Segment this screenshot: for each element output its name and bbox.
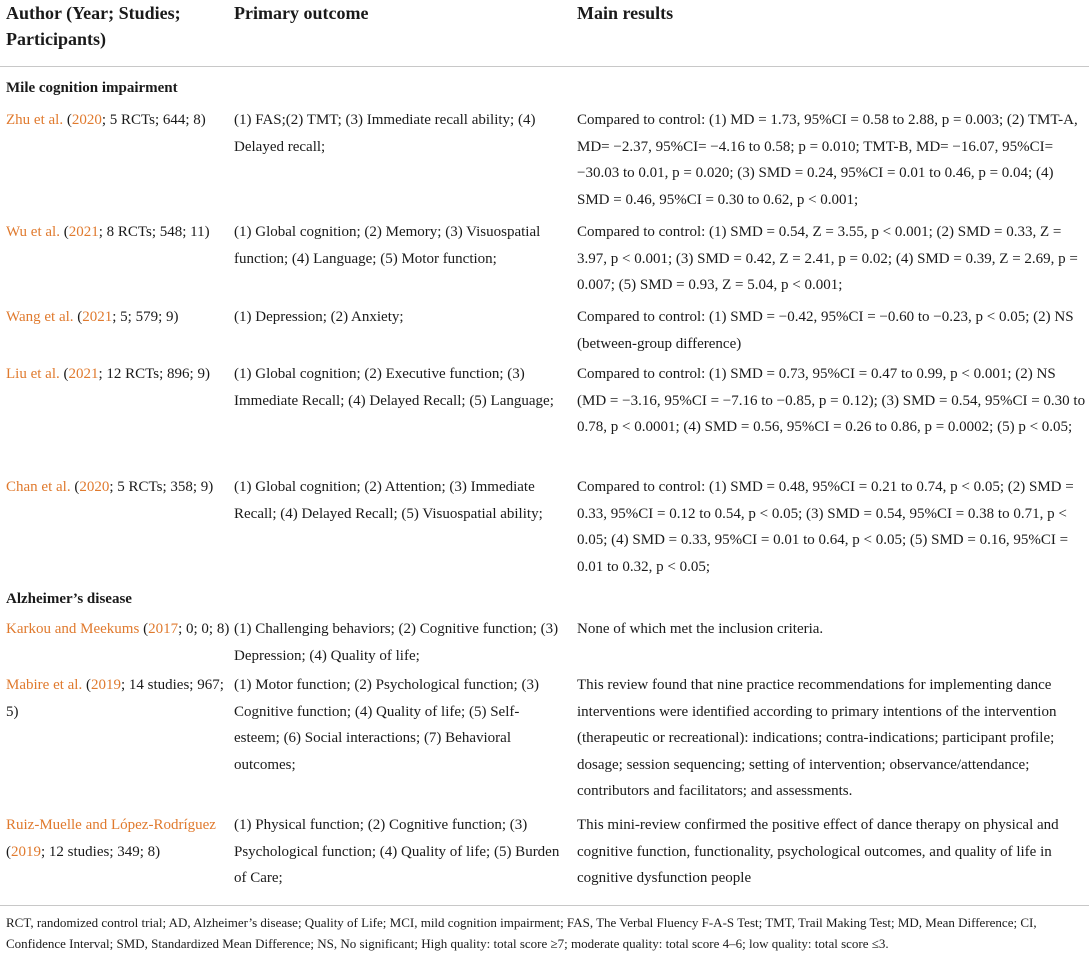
results-cell: Compared to control: (1) MD = 1.73, 95%CI = 0.58 to 2.88, p = 0.003; (2) TMT-A, MD= −2.37, 95%CI= −4.16 to 0.58; p = 0.010; TMT-B, MD= −16.07, 95%CI= −30.03 to 0.01, p = 0.020; (3) SMD = 0.24, 95%CI = 0.01 to 0.46, p = 0.04; (4) SMD = 0.46, 95%CI = 0.30 to 0.62, p < 0.001;	[577, 112, 1078, 208]
results-cell: This mini-review confirmed the positive effect of dance therapy on physical and cognitive function, functionality, psychological outcomes, and quality of life in cognitive dysfunction people	[577, 817, 1059, 886]
author-cell: Mabire et al. (2019; 14 studies; 967; 5)	[6, 677, 224, 720]
year-link[interactable]: 2017	[148, 621, 179, 637]
year-link[interactable]: 2021	[68, 224, 99, 240]
section-alzheimers: Alzheimer’s disease	[6, 591, 132, 607]
outcome-cell: (1) Challenging behaviors; (2) Cognitive function; (3) Depression; (4) Quality of life;	[234, 621, 559, 664]
header-main-results: Main results	[577, 3, 674, 23]
author-link[interactable]: Mabire et al.	[6, 677, 83, 693]
outcome-cell: (1) Global cognition; (2) Attention; (3) Immediate Recall; (4) Delayed Recall; (5) Visuospatial ability;	[234, 479, 543, 522]
author-link[interactable]: Liu et al.	[6, 366, 60, 382]
table-footnote: RCT, randomized control trial; AD, Alzheimer’s disease; Quality of Life; MCI, mild cognition impairment; FAS, The Verbal Fluency F-A-S Test; TMT, Trail Making Test; MD, Mean Difference; CI, Confidence Interval; SMD, Standardized Mean Difference; NS, No significant; High quality: total score ≥7; moderate quality: total score 4–6; low quality: total score ≤3.	[6, 915, 1037, 951]
results-cell: Compared to control: (1) SMD = 0.54, Z = 3.55, p < 0.001; (2) SMD = 0.33, Z = 3.97, p < 0.001; (3) SMD = 0.42, Z = 2.41, p = 0.02; (4) SMD = 0.39, Z = 2.69, p = 0.007; (5) SMD = 0.93, Z = 5.04, p < 0.001;	[577, 224, 1078, 293]
year-link[interactable]: 2020	[79, 479, 110, 495]
table-top-rule	[0, 66, 1089, 67]
author-cell: Liu et al. (2021; 12 RCTs; 896; 9)	[6, 366, 210, 382]
year-link[interactable]: 2019	[11, 843, 41, 860]
table-bottom-rule	[0, 905, 1089, 906]
author-link[interactable]: Wang et al.	[6, 309, 74, 325]
author-cell: Ruiz-Muelle and López-Rodríguez (2019; 12 studies; 349; 8)	[6, 817, 216, 860]
results-cell: None of which met the inclusion criteria.	[577, 621, 824, 637]
author-link[interactable]: Ruiz-Muelle and López-Rodríguez	[6, 817, 216, 833]
outcome-cell: (1) Global cognition; (2) Memory; (3) Visuospatial function; (4) Language; (5) Motor function;	[234, 224, 541, 267]
results-cell: Compared to control: (1) SMD = −0.42, 95%CI = −0.60 to −0.23, p < 0.05; (2) NS (between-group difference)	[577, 309, 1074, 352]
results-cell: Compared to control: (1) SMD = 0.48, 95%CI = 0.21 to 0.74, p < 0.05; (2) SMD = 0.33, 95%CI = 0.12 to 0.54, p < 0.05; (3) SMD = 0.54, 95%CI = 0.38 to 0.71, p < 0.05; (4) SMD = 0.33, 95%CI = 0.01 to 0.64, p < 0.05; (5) SMD = 0.16, 95%CI = 0.01 to 0.32, p < 0.05;	[577, 479, 1074, 575]
results-cell: This review found that nine practice recommendations for implementing dance interventions were identified according to primary intentions of the intervention (therapeutic or recreational): indications; contra-indications; participant profile; dosage; session sequencing; setting of intervention; observance/attendance; contributors and facilitators; and assessments.	[577, 677, 1057, 799]
header-author: Author (Year; Studies; Participants)	[6, 3, 181, 49]
author-link[interactable]: Karkou and Meekums	[6, 621, 140, 637]
outcome-cell: (1) Global cognition; (2) Executive function; (3) Immediate Recall; (4) Delayed Recall; (5) Language;	[234, 366, 554, 409]
year-link[interactable]: 2021	[82, 309, 113, 325]
year-link[interactable]: 2019	[90, 677, 121, 693]
year-link[interactable]: 2021	[68, 366, 99, 382]
outcome-cell: (1) Depression; (2) Anxiety;	[234, 309, 404, 325]
author-link[interactable]: Zhu et al.	[6, 112, 64, 128]
outcome-cell: (1) Motor function; (2) Psychological function; (3) Cognitive function; (4) Quality of life; (5) Self-esteem; (6) Social interactions; (7) Behavioral outcomes;	[234, 677, 539, 773]
author-link[interactable]: Wu et al.	[6, 224, 60, 240]
author-cell: Chan et al. (2020; 5 RCTs; 358; 9)	[6, 479, 214, 495]
author-cell: Karkou and Meekums (2017; 0; 0; 8)	[6, 621, 230, 637]
year-link[interactable]: 2020	[71, 112, 102, 128]
outcome-cell: (1) Physical function; (2) Cognitive function; (3) Psychological function; (4) Quality of life; (5) Burden of Care;	[234, 817, 560, 886]
author-link[interactable]: Chan et al.	[6, 479, 71, 495]
author-cell: Wang et al. (2021; 5; 579; 9)	[6, 309, 179, 325]
header-primary-outcome: Primary outcome	[234, 3, 369, 23]
results-cell: Compared to control: (1) SMD = 0.73, 95%CI = 0.47 to 0.99, p < 0.001; (2) NS (MD = −3.16, 95%CI = −7.16 to −0.85, p = 0.12); (3) SMD = 0.54, 95%CI = 0.30 to 0.78, p < 0.0001; (4) SMD = 0.56, 95%CI = 0.26 to 0.86, p = 0.0002; (5) p < 0.05;	[577, 366, 1086, 435]
author-cell: Wu et al. (2021; 8 RCTs; 548; 11)	[6, 224, 210, 240]
outcome-cell: (1) FAS;(2) TMT; (3) Immediate recall ability; (4) Delayed recall;	[234, 112, 536, 155]
author-cell: Zhu et al. (2020; 5 RCTs; 644; 8)	[6, 112, 206, 128]
section-mci: Mile cognition impairment	[6, 80, 178, 96]
